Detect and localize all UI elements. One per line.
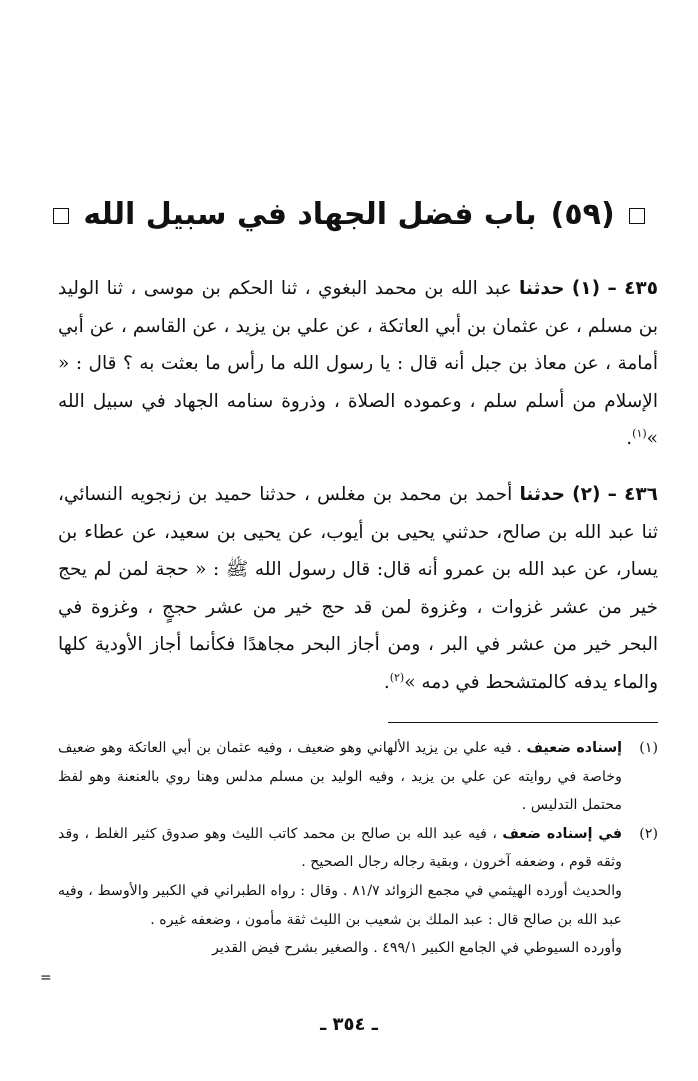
hadith-text: عبد الله بن محمد البغوي ، ثنا الحكم بن موسى ، ثنا الوليد بن مسلم ، عن عثمان بن أبي العاتكة ، عن علي بن يزيد ، عن القاسم ، عن أبي أمامة ، عن معاذ بن جبل أنه قال : يا رسول الله ما رأس ما بعثت به ؟ قال : « الإسلام من أسلم سلم ، وعموده الصلاة ، وذروة سنامه الجهاد في سبيل الله »	[58, 278, 658, 449]
hadith-text: أحمد بن محمد بن مغلس ، حدثنا حميد بن زنجويه النسائي، ثنا عبد الله بن صالح، حدثني يحيى بن أيوب، عن يحيى بن سعيد، عن عطاء بن يسار، عن عبد الله بن عمرو أنه قال: قال رسول الله ﷺ : « حجة لمن لم يحج خير من عشر غزوات ، وغزوة لمن قد حج خير من عشر حججٍ ، وغزوة في البحر خير من عشر في البر ، ومن أجاز البحر مجاهدًا فكأنما أجاز الأودية كلها والماء يدفه كالمتشحط في دمه »	[58, 484, 659, 693]
footnote-reference[interactable]: (١)	[632, 426, 647, 440]
chapter-heading	[40, 186, 658, 242]
footnote-mark: (١)	[639, 740, 658, 756]
hadith-sub-number: (١)	[571, 278, 601, 299]
footnote-text: ، فيه عبد الله بن صالح بن محمد كاتب الليث وهو صدوق كثير الغلط ، وقد وثقه قوم ، وضعفه آخرون ، وبقية رجاله رجال الصحيح .	[58, 825, 622, 871]
chapter-number: (٥٩)	[550, 196, 615, 232]
hadith-number: ٤٣٥	[624, 278, 658, 299]
hadith-number: ٤٣٦	[624, 484, 658, 505]
footnote-item	[58, 734, 658, 820]
page-number: ـ ٣٥٤ ـ	[320, 1014, 378, 1035]
hadith-sanad-word: حدثنا	[519, 484, 565, 505]
footnote-item	[58, 820, 658, 877]
footnote-grade: في إسناده ضعف	[502, 825, 623, 842]
hadith-sanad-word: حدثنا	[518, 278, 565, 299]
footnotes	[58, 734, 658, 963]
hadith-dash: –	[607, 484, 617, 505]
hadith-end: .	[626, 428, 633, 449]
square-ornament-icon	[629, 208, 645, 224]
footnote-paragraph: وأورده السيوطي في الجامع الكبير ٤٩٩/١ . والصغير بشرح فيض القدير	[212, 940, 622, 957]
footnote-divider	[388, 722, 658, 723]
hadith-entry	[58, 476, 658, 701]
square-ornament-icon	[53, 208, 69, 224]
footnote-grade: إسناده ضعيف	[526, 740, 623, 756]
footnote-text: . فيه علي بن يزيد الألهاني وهو ضعيف ، وفيه عثمان بن أبي العاتكة وهو ضعيف وخاصة في روايته عن علي بن يزيد ، وفيه الوليد بن مسلم مدلس وهنا روي بالعنعنة وهو لفظ محتمل التدليس .	[58, 740, 622, 814]
footnote-body	[58, 820, 622, 877]
footnote-body	[58, 734, 622, 820]
hadith-dash: –	[607, 278, 617, 299]
hadith-entry	[58, 270, 658, 458]
chapter-title: باب فضل الجهاد في سبيل الله	[83, 196, 537, 232]
hadith-end: .	[383, 671, 390, 693]
continuation-mark: =	[40, 970, 52, 986]
footnote-mark: (٢)	[639, 825, 658, 842]
footnote-paragraph: والحديث أورده الهيثمي في مجمع الزوائد ٨١/٧ . وقال : رواه الطبراني في الكبير والأوسط ، وفيه عبد الله بن صالح قال : عبد الملك بن شعيب بن الليث ثقة مأمون ، وضعفه غيره .	[58, 882, 622, 928]
hadith-sub-number: (٢)	[572, 484, 601, 505]
footnote-reference[interactable]: (٢)	[389, 670, 405, 684]
footnote-continuation	[58, 877, 658, 963]
